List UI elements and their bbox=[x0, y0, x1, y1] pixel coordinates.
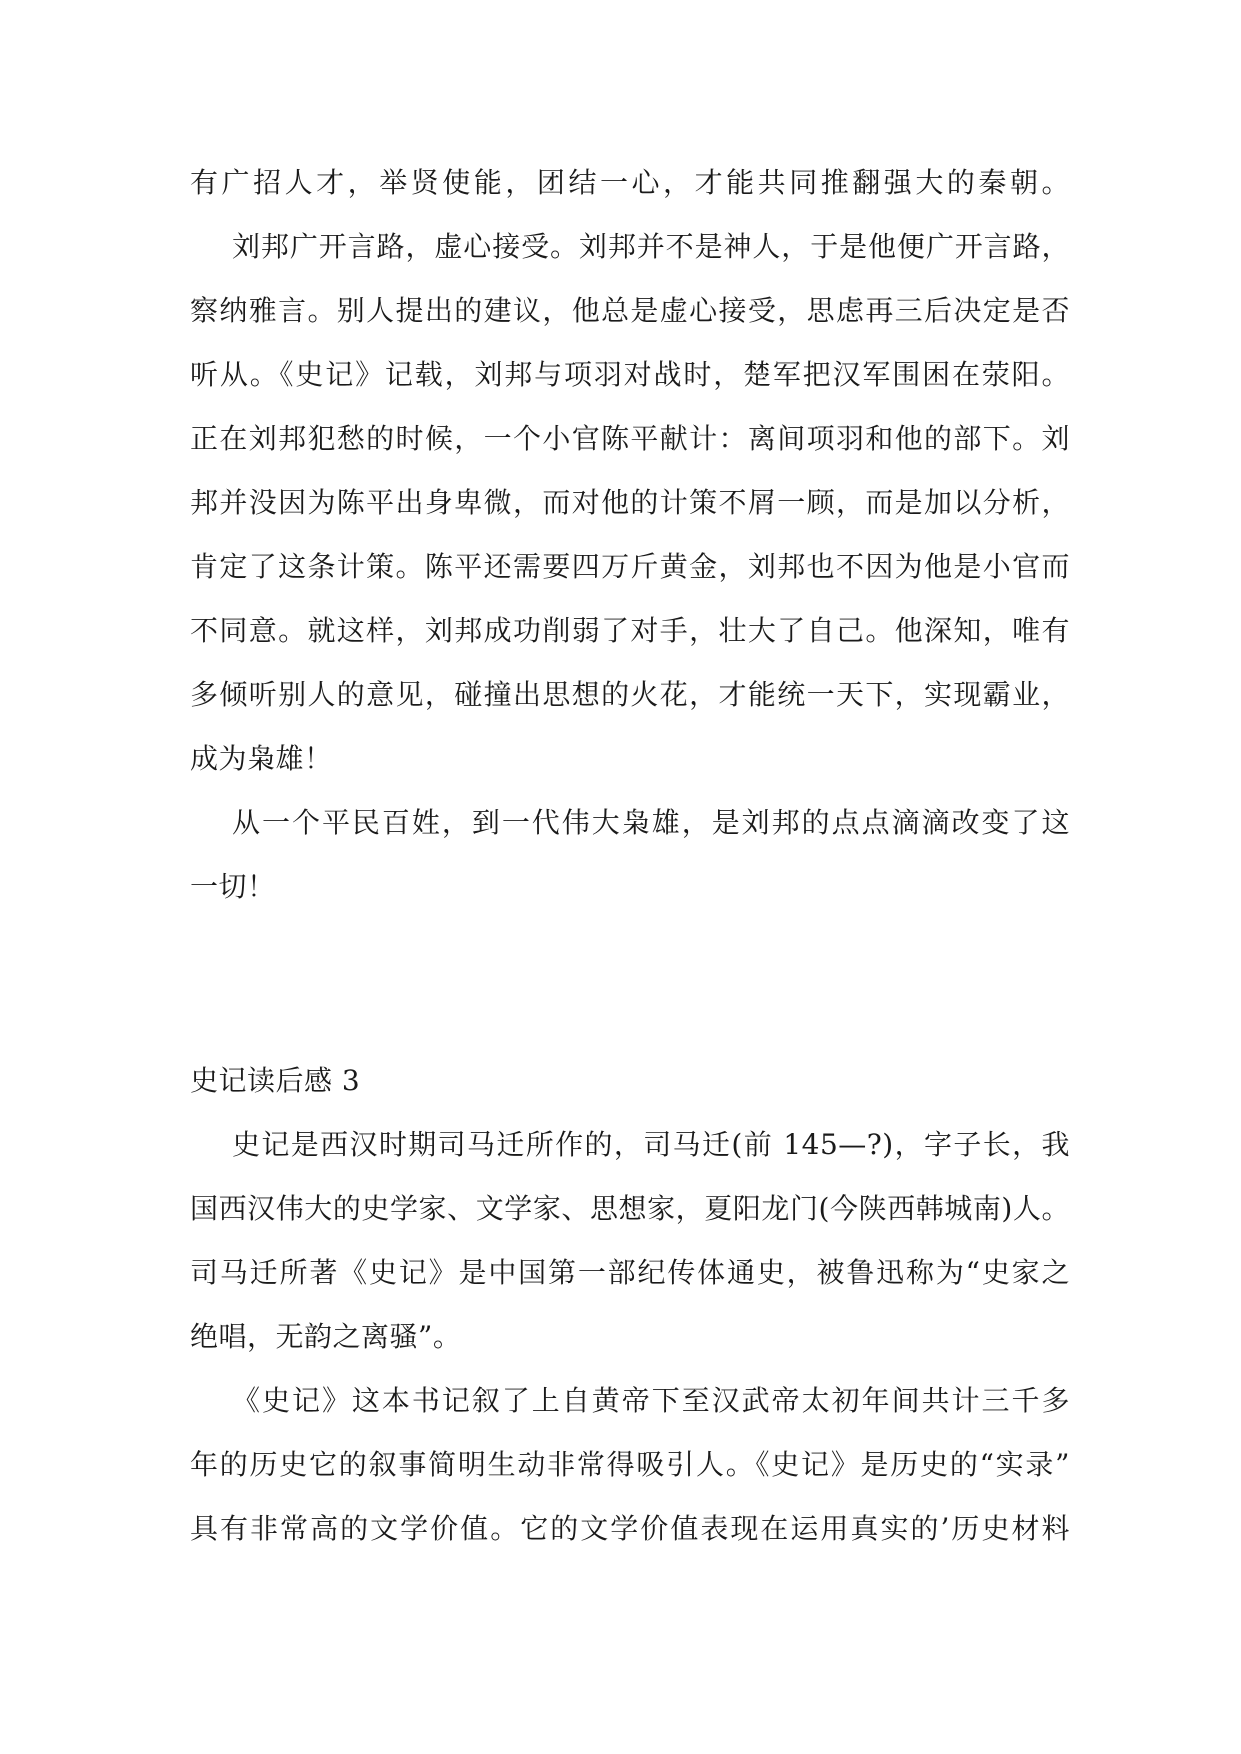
paragraph-line: 史记是西汉时期司马迁所作的，司马迁(前 145—?)，字子长，我 bbox=[232, 1128, 1070, 1161]
paragraph-line: 年的历史它的叙事简明生动非常得吸引人。《史记》是历史的“实录” bbox=[190, 1448, 1070, 1481]
paragraph-line: 具有非常高的文学价值。它的文学价值表现在运用真实的’历史材料 bbox=[190, 1512, 1070, 1545]
paragraph-line: 听从。《史记》记载，刘邦与项羽对战时，楚军把汉军围困在荥阳。 bbox=[190, 358, 1070, 391]
paragraph-line: 成为枭雄！ bbox=[190, 742, 333, 775]
paragraph-line: 肯定了这条计策。陈平还需要四万斤黄金，刘邦也不因为他是小官而 bbox=[190, 550, 1070, 583]
paragraph-line: 正在刘邦犯愁的时候，一个小官陈平献计：离间项羽和他的部下。刘 bbox=[190, 422, 1070, 455]
paragraph-line: 多倾听别人的意见，碰撞出思想的火花，才能统一天下，实现霸业， bbox=[190, 678, 1070, 711]
paragraph-line: 邦并没因为陈平出身卑微，而对他的计策不屑一顾，而是加以分析， bbox=[190, 486, 1070, 519]
paragraph-line: 绝唱，无韵之离骚”。 bbox=[190, 1320, 462, 1353]
paragraph-line: 国西汉伟大的史学家、文学家、思想家，夏阳龙门(今陕西韩城南)人。 bbox=[190, 1192, 1070, 1225]
paragraph-line: 刘邦广开言路，虚心接受。刘邦并不是神人，于是他便广开言路， bbox=[232, 230, 1070, 263]
paragraph-line: 一切！ bbox=[190, 870, 276, 903]
section-heading: 史记读后感 3 bbox=[190, 1064, 361, 1097]
paragraph-line: 《史记》这本书记叙了上自黄帝下至汉武帝太初年间共计三千多 bbox=[232, 1384, 1070, 1417]
paragraph-line: 有广招人才，举贤使能，团结一心，才能共同推翻强大的秦朝。 bbox=[190, 166, 1070, 199]
paragraph-line: 不同意。就这样，刘邦成功削弱了对手，壮大了自己。他深知，唯有 bbox=[190, 614, 1070, 647]
paragraph-line: 司马迁所著《史记》是中国第一部纪传体通史，被鲁迅称为“史家之 bbox=[190, 1256, 1070, 1289]
paragraph-line: 从一个平民百姓，到一代伟大枭雄，是刘邦的点点滴滴改变了这 bbox=[232, 806, 1070, 839]
paragraph-line: 察纳雅言。别人提出的建议，他总是虚心接受，思虑再三后决定是否 bbox=[190, 294, 1070, 327]
